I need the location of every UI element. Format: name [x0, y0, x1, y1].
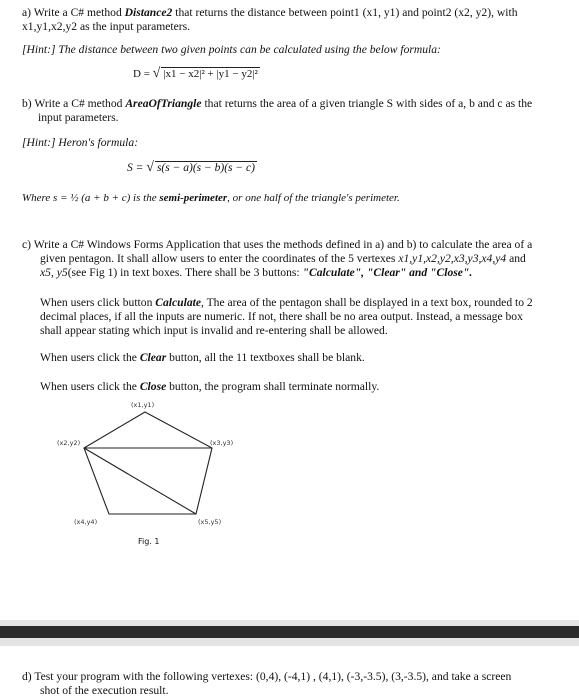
sqrt-symbol: √ — [146, 160, 154, 175]
part-a-method: Distance2 — [124, 6, 173, 19]
part-c-vertex-vars: x1,y1,x2,y2,x3,y3,x4,y4 — [398, 252, 507, 265]
part-b-line2: input parameters. — [38, 111, 119, 124]
part-b-method: AreaOfTriangle — [125, 97, 202, 110]
part-b-hint: [Hint:] Heron's formula: — [22, 136, 139, 149]
pentagon-outline — [84, 412, 212, 514]
part-c-line3-pre: (see Fig 1) in text boxes. There shall be 3 buttons: — [67, 266, 303, 279]
part-c-line2-post: and — [506, 252, 526, 265]
part-d-line1: d) Test your program with the following vertexes: (0,4), (-4,1) , (4,1), (-3,-3.5), (3,-3.5), and take a screen — [22, 670, 512, 683]
clear-post: button, all the 11 textboxes shall be blank. — [166, 351, 365, 364]
part-a-description: that returns the distance between point1 (x1, y1) and point2 (x2, y2), with — [172, 6, 518, 19]
part-c-line2-pre: given pentagon. It shall allow users to enter the coordinates of the 5 vertexes — [40, 252, 399, 265]
diagonal-v2-v5 — [84, 448, 196, 514]
figure-caption: Fig. 1 — [138, 537, 160, 546]
vertex-label-1: (x1,y1) — [131, 401, 155, 409]
clear-term: Clear — [139, 351, 167, 364]
part-b-intro: b) Write a C# method — [22, 97, 126, 110]
semi-perimeter-post: , or one half of the triangle's perimeter. — [227, 192, 400, 204]
semi-perimeter-term: semi-perimeter — [159, 192, 228, 204]
part-a-intro: a) Write a C# method — [22, 6, 125, 19]
calculate-post: , The area of the pentagon shall be displayed in a text box, rounded to 2 — [201, 296, 533, 309]
herons-formula-radicand: s(s − a)(s − b)(s − c) — [156, 162, 255, 174]
clear-pre: When users click the — [40, 351, 140, 364]
part-c-line1: c) Write a C# Windows Forms Application that uses the methods defined in a) and b) to calculate the area of a — [22, 238, 533, 251]
vertex-label-3: (x3,y3) — [210, 439, 234, 447]
calculate-term: Calculate — [155, 296, 201, 309]
part-c-last-vertex: x5, y5 — [40, 266, 68, 279]
calculate-line2: decimal places, if all the inputs are numeric. If not, there shall be no area output. Instead, a message box — [40, 310, 523, 323]
part-d-line2: shot of the execution result. — [40, 684, 169, 697]
sqrt-symbol: √ — [152, 66, 161, 81]
close-pre: When users click the — [40, 380, 140, 393]
part-a-hint: [Hint:] The distance between two given points can be calculated using the below formula: — [22, 43, 441, 56]
part-a-line2: x1,y1,x2,y2 as the input parameters. — [22, 20, 191, 33]
distance-formula-radicand: |x1 − x2|² + |y1 − y2|² — [163, 68, 258, 80]
part-c-button-names: "Calculate", "Clear" and "Close". — [302, 266, 473, 279]
distance-formula-lhs: D = — [133, 68, 153, 80]
close-term: Close — [139, 380, 167, 393]
calculate-pre: When users click button — [40, 296, 156, 309]
vertex-label-5: (x5,y5) — [198, 518, 222, 526]
herons-formula-lhs: S = — [127, 162, 147, 174]
calculate-line3: shall appear stating which input is invalid and re-entering shall be allowed. — [40, 324, 388, 337]
vertex-label-4: (x4,y4) — [74, 518, 98, 526]
vertex-label-2: (x2,y2) — [57, 439, 81, 447]
page-gap-bottom — [0, 638, 579, 646]
semi-perimeter-pre: Where s = ½ (a + b + c) is the — [22, 192, 160, 204]
page-divider — [0, 626, 579, 638]
part-b-description: that returns the area of a given triangle S with sides of a, b and c as the — [201, 97, 533, 110]
close-post: button, the program shall terminate normally. — [166, 380, 380, 393]
